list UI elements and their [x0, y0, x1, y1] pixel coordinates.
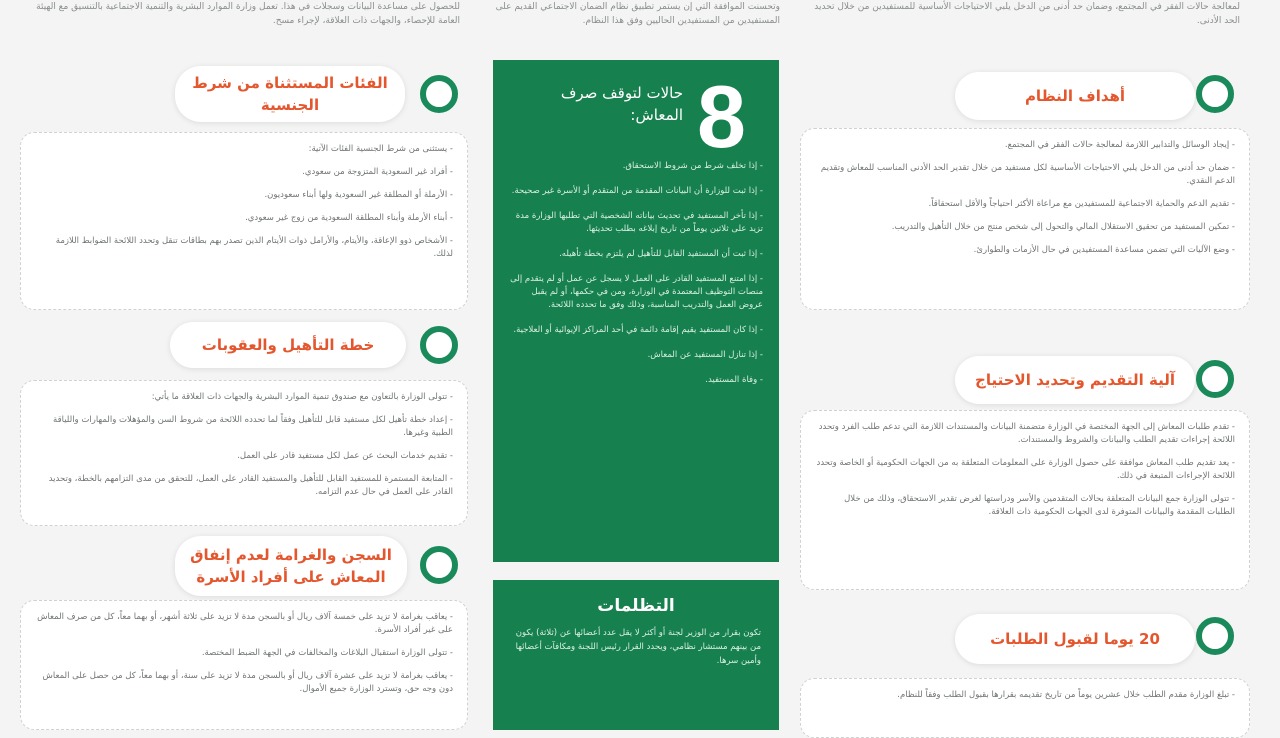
mechanism-ring-icon: [1196, 360, 1234, 398]
top-text-center: وتحسنت الموافقة التي إن يستمر تطبيق نظام الضمان الاجتماعي القديم على المستفيدين من المستفيدين الحاليين وفق هذا النظام.: [495, 2, 780, 26]
days-card: [800, 678, 1250, 738]
list-item: - إذا تأخر المستفيد في تحديث بياناته الشخصية التي تطلبها الوزارة مدة تزيد على ثلاثين يوماً من تاريخ إبلاغه بطلب تحديثها.: [509, 210, 763, 236]
goals-ring-icon: [1196, 75, 1234, 113]
rehab-ring-icon: [420, 326, 458, 364]
list-item: - يعاقب بغرامة لا تزيد على خمسة آلاف ريال أو بالسجن مدة لا تزيد على ثلاثة أشهر، أو بهما معاً، كل من صرف المعاش على غير أفراد الأسرة.: [35, 611, 453, 637]
exempt-ring-icon: [420, 75, 458, 113]
penalty-ring-icon: [420, 546, 458, 584]
mechanism-title: آلية التقديم وتحديد الاحتياج: [955, 356, 1195, 404]
list-item: - يعد تقديم طلب المعاش موافقة على حصول الوزارة على المعلومات المتعلقة به من الجهات الحكومية أو الخاصة وتحدد اللائحة الإجراءات المتبعة في ذلك.: [815, 457, 1235, 483]
list-item: - المتابعة المستمرة للمستفيد القابل للتأهيل والمستفيد القادر على العمل، للتحقق من مدى التزامهم بالخطة، وتحديد القادر على العمل في حال عدم التزامه.: [35, 473, 453, 499]
list-item: - تقدم طلبات المعاش إلى الجهة المختصة في الوزارة متضمنة البيانات والمستندات اللازمة التي تدعم طلب الفرد وتحدد اللائحة إجراءات تقديم الطلب والبيانات والشروط والمستندات.: [815, 421, 1235, 447]
grievance-title: التظلمات: [597, 596, 675, 616]
stop-cases-panel: [493, 60, 779, 562]
grievance-text: تكون بقرار من الوزير لجنة أو أكثر لا يقل عدد أعضائها عن (ثلاثة) يكون من بينهم مستشار نظامي، ويحدد القرار رئيس اللجنة ومكافآت أعضائها وأمين سرها.: [515, 628, 761, 666]
stop-cases-title: حالات لتوقف صرف المعاش:: [560, 84, 683, 124]
list-item: - إيجاد الوسائل والتدابير اللازمة لمعالجة حالات الفقر في المجتمع.: [815, 139, 1235, 152]
list-item: - تتولى الوزارة جمع البيانات المتعلقة بحالات المتقدمين والأسر ودراستها لغرض تقدير الاستحقاق، وذلك من خلال الطلبات المقدمة والبيانات المتوفرة لدى الجهات الحكومية ذات العلاقة.: [815, 493, 1235, 519]
grievance-panel: [493, 580, 779, 730]
list-item: - يستثنى من شرط الجنسية الفئات الآتية:: [35, 143, 453, 156]
rehab-card: [20, 380, 468, 526]
days-ring-icon: [1196, 617, 1234, 655]
list-item: - أبناء الأرملة وأبناء المطلقة السعودية من زوج غير سعودي.: [35, 212, 453, 225]
top-text-left: للحصول على مساعدة البيانات وسجلات في هذا. تعمل وزارة الموارد البشرية والتنمية الاجتماعية بالتنسيق مع الهيئة العامة للإحصاء، والجهات ذات العلاقة، لإجراء مسح.: [36, 2, 460, 26]
rehab-list: [35, 391, 453, 499]
stop-cases-list: [509, 160, 763, 399]
goals-list: [815, 139, 1235, 257]
list-item: - تتولى الوزارة استقبال البلاغات والمخالفات في الجهة الضبط المختصة.: [35, 647, 453, 660]
list-item: - الأرملة أو المطلقة غير السعودية ولها أبناء سعوديون.: [35, 189, 453, 202]
list-item: - الأشخاص ذوو الإعاقة، والأيتام، والأرامل ذوات الأيتام الذين تصدر بهم بطاقات تنقل وتحدد اللائحة الضوابط اللازمة لذلك.: [35, 235, 453, 261]
mechanism-list: [815, 421, 1235, 519]
list-item: - أفراد غير السعودية المتزوجة من سعودي.: [35, 166, 453, 179]
list-item: - تبلغ الوزارة مقدم الطلب خلال عشرين يوماً من تاريخ تقديمه بقرارها بقبول الطلب وفقاً للنظام.: [815, 689, 1235, 702]
list-item: - تمكين المستفيد من تحقيق الاستقلال المالي والتحول إلى شخص منتج من خلال التأهيل والتدريب.: [815, 221, 1235, 234]
list-item: - إذا امتنع المستفيد القادر على العمل لا يسجل عن عمل أو لم يتقدم إلى منصات التوظيف المعتمدة في الوزارة، ومن في حكمها، أو لم يقبل عروض العمل والتدريب المناسبة، وذلك وفق ما تحدده اللائحة.: [509, 273, 763, 312]
list-item: - تقديم الدعم والحماية الاجتماعية للمستفيدين مع مراعاة الأكثر احتياجاً والأقل استحقاقاً.: [815, 198, 1235, 211]
rehab-title: خطة التأهيل والعقوبات: [170, 322, 406, 368]
goals-card: [800, 128, 1250, 310]
penalty-list: [35, 611, 453, 696]
list-item: - ضمان حد أدنى من الدخل يلبي الاحتياجات الأساسية لكل مستفيد من خلال تقدير الحد الأدنى المناسب للمعاش وتقديم الدعم النقدي.: [815, 162, 1235, 188]
exempt-title: الفئات المستثناة من شرط الجنسية: [175, 66, 405, 122]
stop-cases-number: 8: [697, 67, 746, 166]
days-list: [815, 689, 1235, 702]
days-title: 20 يوما لقبول الطلبات: [955, 614, 1195, 664]
penalty-card: [20, 600, 468, 730]
list-item: - إذا ثبت أن المستفيد القابل للتأهيل لم يلتزم بخطة تأهيله.: [509, 248, 763, 261]
mechanism-card: [800, 410, 1250, 590]
exempt-list: [35, 143, 453, 261]
top-text-right: لمعالجة حالات الفقر في المجتمع، وضمان حد أدنى من الدخل يلبي الاحتياجات الأساسية للمستفيدين من خلال تحديد الحد الأدنى.: [814, 2, 1240, 26]
list-item: - وفاة المستفيد.: [509, 374, 763, 387]
list-item: - تقديم خدمات البحث عن عمل لكل مستفيد قادر على العمل.: [35, 450, 453, 463]
exempt-card: [20, 132, 468, 310]
list-item: - وضع الآليات التي تضمن مساعدة المستفيدين في حال الأزمات والطوارئ.: [815, 244, 1235, 257]
list-item: - إذا كان المستفيد يقيم إقامة دائمة في أحد المراكز الإيوائية أو العلاجية.: [509, 324, 763, 337]
penalty-title: السجن والغرامة لعدم إنفاق المعاش على أفراد الأسرة: [175, 536, 407, 596]
list-item: - إذا تنازل المستفيد عن المعاش.: [509, 349, 763, 362]
goals-title: أهداف النظام: [955, 72, 1195, 120]
list-item: - تتولى الوزارة بالتعاون مع صندوق تنمية الموارد البشرية والجهات ذات العلاقة ما يأتي:: [35, 391, 453, 404]
list-item: - إذا ثبت للوزارة أن البيانات المقدمة من المتقدم أو الأسرة غير صحيحة.: [509, 185, 763, 198]
list-item: - إعداد خطة تأهيل لكل مستفيد قابل للتأهيل وفقاً لما تحدده اللائحة من شروط السن والمؤهلات والمهارات واللياقة الطبية وغيرها.: [35, 414, 453, 440]
list-item: - إذا تخلف شرط من شروط الاستحقاق.: [509, 160, 763, 173]
list-item: - يعاقب بغرامة لا تزيد على عشرة آلاف ريال أو بالسجن مدة لا تزيد على سنة، أو بهما معاً، كل من حصل على المعاش دون وجه حق، وتسترد الوزارة جميع الأموال.: [35, 670, 453, 696]
